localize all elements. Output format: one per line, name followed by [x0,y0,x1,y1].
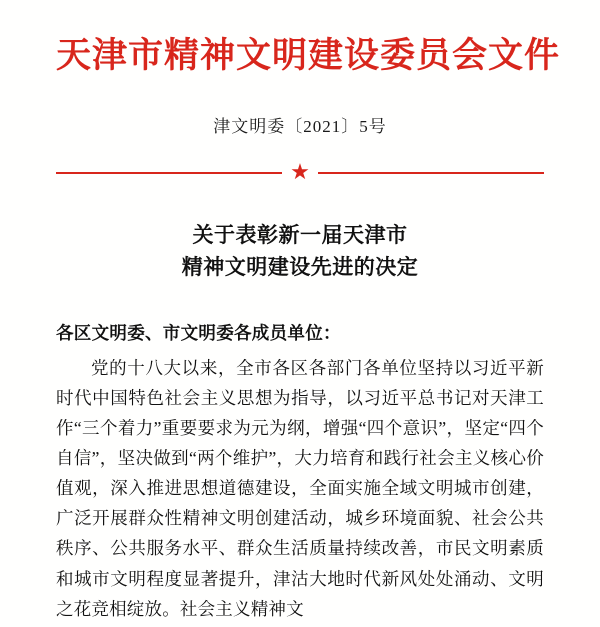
salutation: 各区文明委、市文明委各成员单位： [56,322,341,343]
red-divider [56,158,544,184]
document-subject [56,181,544,284]
document-title: 天津市精神文明建设委员会文件 [56,36,561,75]
document-number: 津文明委〔2021〕5号 [213,116,387,136]
subject-line-2: 精神文明建设先进的决定 [181,255,419,280]
body-paragraph: 党的十八大以来，全市各区各部门各单位坚持以习近平新时代中国特色社会主义思想为指导，以习近平总书记对天津工作“三个着力”重要要求为元为纲，增强“四个意识”，坚定“四个自信”，坚决做到“两个维护”，大力培育和践行社会主义核心价值观，深入推进思想道德建设，全面实施全域文明城市创建，广泛开展群众性精神文明创建活动，城乡环境面貌、社会公共秩序、公共服务水平、群众生活质量持续改善，市民文明素质和城市文明程度显著提升，津沽大地时代新风处处涌动、文明之花竞相绽放。社会主义精神文 [56,357,544,619]
subject-line-1: 关于表彰新一届天津市 [192,222,408,247]
star-icon: ★ [282,160,318,184]
